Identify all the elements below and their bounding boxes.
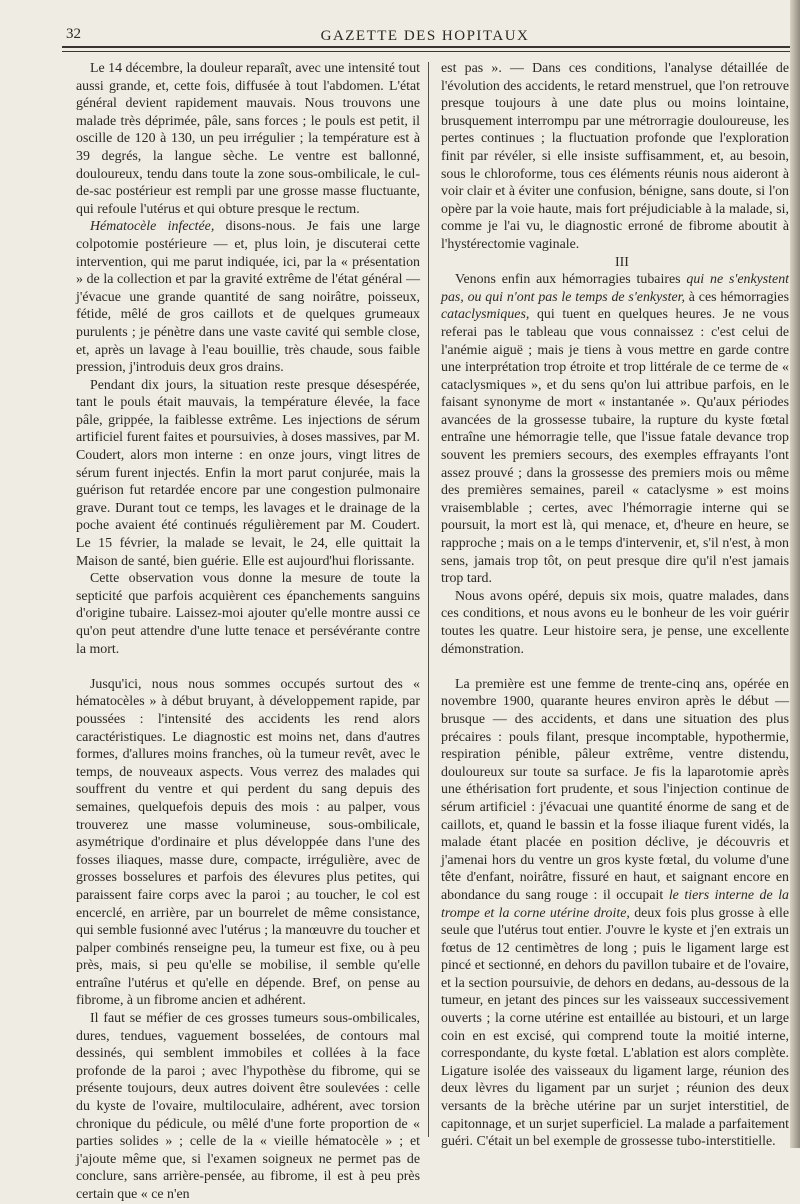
header-rule-thick bbox=[62, 46, 792, 48]
paragraph: Nous avons opéré, depuis six mois, quatre malades, dans ces conditions, et nous avons eu le bonheur de les voir guérir toutes les quatre. Leur histoire sera, je pense, une excellente démonstration. bbox=[441, 588, 789, 657]
italic-text: cataclysmiques, bbox=[441, 307, 530, 323]
page-edge bbox=[790, 0, 800, 1148]
section-number: III bbox=[615, 254, 629, 270]
paragraph-text: La première est une femme de trente-cinq ans, opérée en novembre 1900, quarante heures environ après le début — brusque — des accidents, et dans une situation des plus précaires : pouls filant, presque incomptable, hypothermie, respiration pénible, pâleur extrême, ventre distendu, douloureux sur toute sa surface. Je fis la laparotomie après une éthérisation fort prudente, et sous l'injection continue de sérum artificiel : j'évacuai une quantité énorme de sang et de caillots, et, quand le bassin et la fosse iliaque furent vidés, la malade étant placée en position déclive, je découvris et j'amenai hors du ventre un gros kyste fœtal, du volume d'une tête d'enfant, noirâtre, fissuré en haut, et saignant encore en abondance du sang rouge : il occupait bbox=[441, 676, 789, 903]
left-column bbox=[76, 60, 420, 1204]
column-separator bbox=[428, 62, 429, 1137]
paragraph-text: deux fois plus grosse à elle seule que l'utérus tout entier. J'ouvre le kyste et j'en extrais un fœtus de 12 centimètres de long ; puis le ligament large est pincé et sectionné, en dehors du pavillon tubaire et de l'ovaire, et la section poursuivie, de dehors en dedans, au-dessous de la tumeur, en jetant des pinces sur les vaisseaux successivement ouverts ; la corne utérine est entaillée au bistouri, et un large coin en est excisé, qui comprend toute la moitié interne, correspondante, du kyste fœtal. L'ablation est alors complète. Ligature isolée des vaisseaux du ligament large, réunion des deux lèvres du ligament par un surjet ; réunion des deux versants de la brèche utérine par un surjet interstitiel, de capitonnage, et un surjet superficiel. La malade a parfaitement guéri. C'était un bel exemple de grossesse tubo-interstitielle. bbox=[441, 905, 789, 1150]
paragraph bbox=[76, 218, 420, 376]
paragraph: Cette observation vous donne la mesure de toute la septicité que parfois acquièrent ces épanchements sanguins d'origine tubaire. Laissez-moi ajouter qu'elle montre aussi ce qu'on peut attendre d'une lutte tenace et persévérante contre la mort. bbox=[76, 571, 420, 657]
italic-text: le tiers interne de la trompe et la corne utérine droite, bbox=[441, 887, 789, 921]
paragraph: Pendant dix jours, la situation reste presque désespérée, tant le pouls était mauvais, la température élevée, la face pâle, grippée, la faiblesse extrême. Les injections de sérum artificiel furent faites et poursuivies, à doses massives, par M. Coudert, alors mon interne : en onze jours, vingt litres de sérum furent injectés. Enfin la mort parut conjurée, mais la guérison fut retardée encore par une congestion pulmonaire grave. Durant tout ce temps, les lavages et le drainage de la poche avaient été continués régulièrement par M. Coudert. Le 15 février, la malade se levait, le 24, elle quittait la Maison de santé, bien guérie. Elle est aujourd'hui florissante. bbox=[76, 377, 420, 569]
page-number: 32 bbox=[66, 26, 81, 42]
right-column bbox=[441, 60, 789, 1151]
paragraph-text: qui tuent en quelques heures. Je ne vous referai pas le tableau que vous connaissez : c'est celui de l'anémie aiguë ; mais je tiens à vous mettre en garde contre une interprétation trop étroite et trop littérale de ce terme de « cataclysmiques », et du sens qu'on lui attribue parfois, en le faisant synonyme de mort « instantanée ». Qu'aux périodes avancées de la grossesse tubaire, la rupture du kyste fœtal entraîne une hémorragie telle, que l'issue fatale devance trop souvent les premiers secours, des exemples effrayants l'ont assez prouvé ; dans la grossesse des premiers mois ou même des premières semaines, pareil « cataclysme » est moins vraisemblable ; certes, avec l'hémorragie interne qui se poursuit, la mort est là, qui menace, et, d'heure en heure, se rapproche ; mais on a le temps d'intervenir, et, s'il n'est, à mon sens, jamais trop tôt, on peut presque dire qu'il n'est jamais trop tard. bbox=[441, 307, 789, 587]
paragraph-text: disons-nous. Je fais une large colpotomie postérieure — et, plus loin, je discuterai cette intervention, qui me parut indiquée, ici, par la « présentation » de la collection et par la gravité extrême de l'état général — j'évacue une grande quantité de sang noirâtre, poisseux, fétide, mêlé de gros caillots et de quelques grumeaux purulents ; je pénètre dans une vaste cavité qui semble close, et, après un lavage à l'eau bouillie, très chaude, sous faible pression, j'introduis deux gros drains. bbox=[76, 219, 421, 376]
paragraph-text: Venons enfin aux hémorragies tubaires bbox=[455, 272, 687, 288]
paragraph: Le 14 décembre, la douleur reparaît, avec une intensité tout aussi grande, et, cette fois, diffusée à tout l'abdomen. L'état général devient rapidement mauvais. Nous trouvons une malade très déprimée, pâle, sans forces ; le pouls est petit, il oscille de 120 à 130, un peu irrégulier ; la température est à 39 degrés, la langue sèche. Le ventre est ballonné, douloureux, tendu dans toute la zone sous-ombilicale, le cul-de-sac postérieur est rempli par une grosse masse fluctuante, qui refoule l'utérus et qui obture presque le rectum. bbox=[76, 61, 420, 217]
paragraph bbox=[441, 271, 789, 588]
italic-text: qui ne s'enkystent pas, ou qui n'ont pas le temps de s'enkyster, bbox=[441, 272, 790, 305]
page-header bbox=[58, 26, 792, 52]
paragraph-text: à ces hémorragies bbox=[685, 289, 789, 305]
paragraph: est pas ». — Dans ces conditions, l'analyse détaillée de l'évolution des accidents, le retard menstruel, que l'on retrouve presque toujours à une date plus ou moins lointaine, brusquement interrompu par une métrorragie douloureuse, les pertes continues ; la fluctuation profonde que l'exploration finit par révéler, si elle insiste suffisamment, et, au besoin, sous le chloroforme, tous ces éléments réunis nous aideront à voir clair et à éviter une confusion, bénigne, sans doute, si l'on opère par la voie haute, mais fort préjudiciable à la malade, si, comme je l'ai vu, le diagnostic erroné de fibrome aboutit à l'hystérectomie vaginale. bbox=[441, 61, 789, 252]
paragraph bbox=[441, 676, 789, 1151]
running-title: GAZETTE DES HOPITAUX bbox=[320, 28, 530, 44]
header-rule-thin bbox=[62, 51, 792, 52]
paragraph: Il faut se méfier de ces grosses tumeurs sous-ombilicales, dures, tendues, vaguement bosselées, de contours mal dessinés, qui semblent immobiles et collées à la face profonde de la paroi ; avec l'hypothèse du fibrome, qui se présente toujours, deux autres doivent être soulevées : celle du kyste de l'ovaire, multiloculaire, adhérent, avec torsion chronique du pédicule, ou mêlé d'une forte proportion de « parties solides » ; celle de la « vieille hématocèle » ; et j'ajoute même que, si l'examen soigneux ne permet pas de conclure, sans arrière-pensée, au fibrome, il est à peu près certain que « ce n'en bbox=[76, 1011, 420, 1202]
italic-text: Hématocèle infectée, bbox=[90, 219, 215, 235]
paragraph: Jusqu'ici, nous nous sommes occupés surtout des « hématocèles » à début bruyant, à développement rapide, par poussées : l'intensité des accidents les rend alors caractéristiques. Le diagnostic est moins net, dans d'autres formes, d'allures moins franches, où la tumeur revêt, avec le temps, de nouveaux aspects. Vous verrez des malades qui souffrent du ventre et qui perdent du sang depuis des semaines, quelquefois depuis des mois : au palper, vous trouverez une masse volumineuse, sous-ombilicale, asymétrique d'ordinaire et plus développée dans l'une des fosses iliaques, masse dure, compacte, irrégulière, avec de grosses bosselures et parfois des élevures plus petites, qui paraissent faire corps avec la paroi ; au toucher, le col est encerclé, en arrière, par un bourrelet de même consistance, qui semble fusionné avec l'utérus ; la manœuvre du toucher et palper combinés renseigne peu, la tumeur est fixe, ou à peu près, mais, si peu qu'elle se mobilise, il semble qu'elle entraîne l'utérus et qu'elle en dépende. Bref, on pense au fibrome, à un fibrome ancien et adhérent. bbox=[76, 676, 420, 1009]
